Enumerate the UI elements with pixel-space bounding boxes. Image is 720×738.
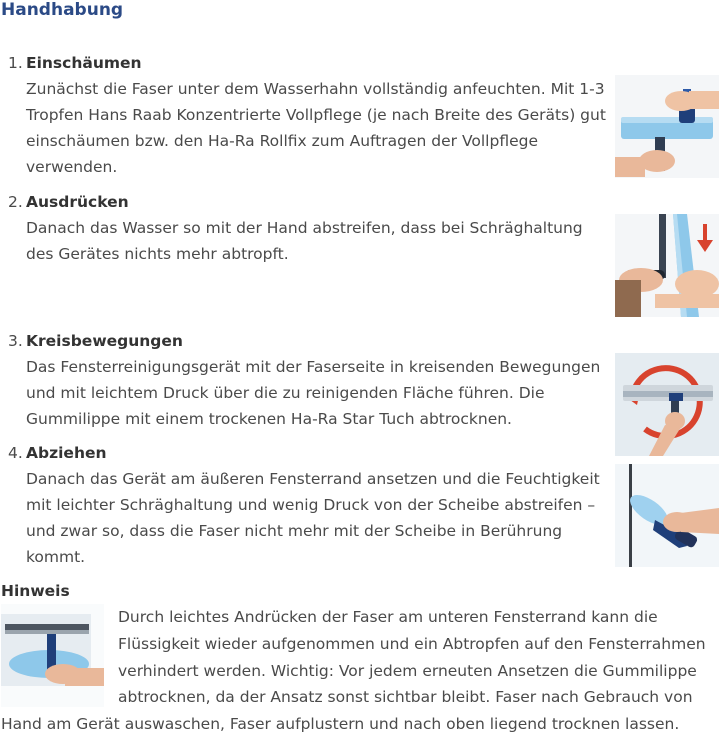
section-heading: Handhabung [1,0,124,20]
step-description: Zunächst die Faser unter dem Wasserhahn vollständig anfeuchten. Mit 1-3 Tropfen Hans Raab Konzentrierte Vollpflege (je nach Breite des Geräts) gut einschäumen bzw. den Ha-Ra Rollfix zum Auftragen der Vollpflege verwenden. [26,80,606,176]
step-2-illustration [615,214,719,317]
step-number: 2. [8,193,23,211]
step-4 [8,440,610,570]
step-description: Das Fensterreinigungsgerät mit der Faserseite in kreisenden Bewegungen und mit leichtem Druck über die zu reinigenden Fläche führen. Die Gummilippe mit einem trockenen Ha-Ra Star Tuch abtrocknen. [26,358,601,428]
step-3 [8,328,610,432]
hint-text: Durch leichtes Andrücken der Faser am unteren Fensterrand kann die Flüssigkeit wieder aufgenommen und ein Abtropfen auf den Fensterrahmen verhindert werden. Wichtig: Vor jedem erneuten Ansetzen die Gummilippe abtrocknen, da der Ansatz sonst sichtbar bleibt. Faser nach Gebrauch von Hand am Gerät auswaschen, Faser aufplustern und nach oben liegend trocknen lassen. [1,608,706,734]
hint-block [1,604,719,738]
step-title: Kreisbewegungen [26,332,183,350]
step-number: 1. [8,54,23,72]
step-title: Abziehen [26,444,107,462]
step-number: 4. [8,444,23,462]
step-number: 3. [8,332,23,350]
step-1 [8,50,610,180]
step-title: Einschäumen [26,54,142,72]
hint-title: Hinweis [1,582,70,600]
step-1-illustration [615,75,719,178]
step-title: Ausdrücken [26,193,129,211]
step-description: Danach das Wasser so mit der Hand abstreifen, dass bei Schräghaltung des Gerätes nichts mehr abtropft. [26,219,583,263]
hint-illustration [1,604,104,707]
step-description: Danach das Gerät am äußeren Fensterrand ansetzen und die Feuchtigkeit mit leichter Schräghaltung und wenig Druck von der Scheibe abstreifen – und zwar so, dass die Faser nicht mehr mit der Scheibe in Berührung kommt. [26,470,600,566]
step-2 [8,189,610,267]
step-4-illustration [615,464,719,567]
step-3-illustration [615,353,719,456]
